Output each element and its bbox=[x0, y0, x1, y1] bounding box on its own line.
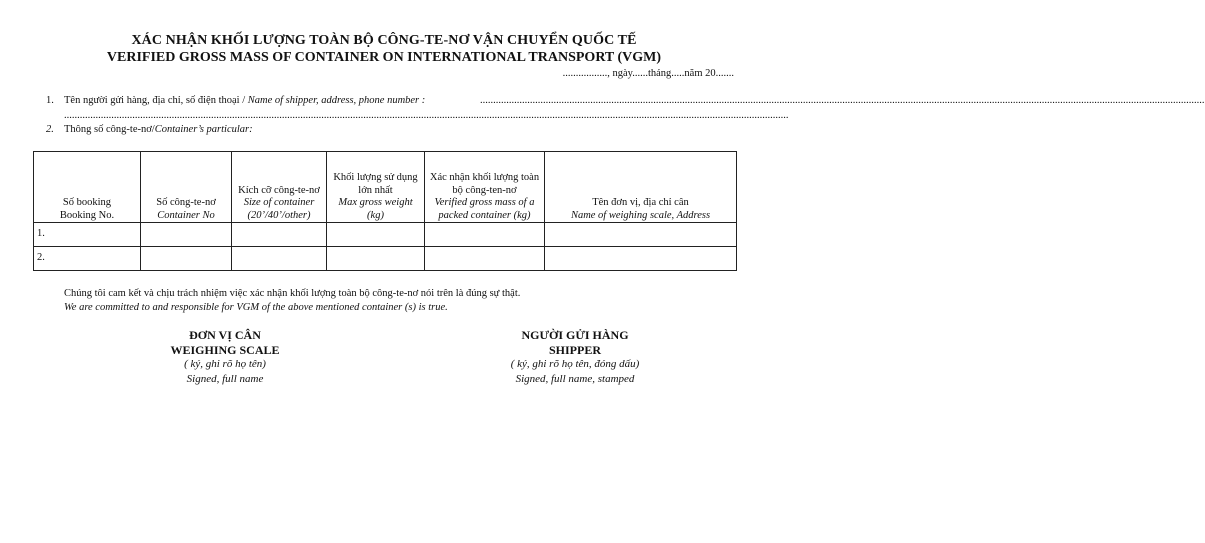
column-header-container-no: Số công-te-nơ Container No bbox=[141, 152, 232, 223]
date-line: ................., ngày......tháng.....năm 20....... bbox=[562, 68, 734, 79]
container-particular-label bbox=[46, 124, 253, 135]
vgm-cell[interactable] bbox=[425, 223, 545, 247]
signature-title-en: WEIGHING SCALE bbox=[170, 342, 280, 357]
container-no-cell[interactable] bbox=[141, 223, 232, 247]
shipper-signature-block bbox=[460, 328, 690, 386]
shipper-label-vn: Tên người gửi hàng, địa chỉ, số điện thoại / bbox=[64, 95, 248, 106]
item-number: 1. bbox=[46, 95, 54, 106]
shipper-info-field-line1[interactable]: .................................................................................................................................................................................................................................................................................... bbox=[480, 95, 1205, 106]
row-number: 1. bbox=[34, 223, 141, 247]
shipper-info-label bbox=[46, 95, 425, 106]
commitment-en: We are committed to and responsible for VGM of the above mentioned container (s) is true. bbox=[64, 302, 448, 313]
container-label-vn: Thông số công-te-nơ/ bbox=[64, 124, 155, 135]
column-header-booking: Số booking Booking No. bbox=[34, 152, 141, 223]
column-header-max-weight: Khối lượng sử dụng lớn nhất Max gross weight (kg) bbox=[327, 152, 425, 223]
signature-note-vn: ( ký, ghi rõ họ tên) bbox=[184, 358, 266, 370]
container-label-en: Container’s particular: bbox=[154, 124, 253, 135]
size-cell[interactable] bbox=[232, 223, 327, 247]
container-no-cell[interactable] bbox=[141, 247, 232, 271]
title-english: VERIFIED GROSS MASS OF CONTAINER ON INTERNATIONAL TRANSPORT (VGM) bbox=[106, 50, 662, 65]
signature-title-vn: NGƯỜI GỬI HÀNG bbox=[521, 328, 629, 342]
signature-title-en: SHIPPER bbox=[548, 342, 601, 357]
row-number: 2. bbox=[34, 247, 141, 271]
item-number: 2. bbox=[46, 124, 54, 135]
table-row bbox=[34, 247, 737, 271]
shipper-info-field-line2[interactable]: .................................................................................................................................................................................................................................................................................... bbox=[64, 110, 789, 121]
table-header-row bbox=[34, 152, 737, 223]
column-header-weighing-scale: Tên đơn vị, địa chỉ cân Name of weighing scale, Address bbox=[545, 152, 737, 223]
vgm-cell[interactable] bbox=[425, 247, 545, 271]
signature-title-vn: ĐƠN VỊ CÂN bbox=[189, 328, 261, 342]
commitment-vn: Chúng tôi cam kết và chịu trách nhiệm việc xác nhận khối lượng toàn bộ công-te-nơ nói trên là đúng sự thật. bbox=[64, 288, 521, 299]
weighing-scale-cell[interactable] bbox=[545, 223, 737, 247]
column-header-vgm: Xác nhận khối lượng toàn bộ công-ten-nơ Verified gross mass of a packed container (kg) bbox=[425, 152, 545, 223]
max-weight-cell[interactable] bbox=[327, 223, 425, 247]
signature-note-vn: ( ký, ghi rõ họ tên, đóng dấu) bbox=[510, 358, 640, 370]
column-header-size: Kích cỡ công-te-nơ Size of container (20’/40’/other) bbox=[232, 152, 327, 223]
signature-note-en: Signed, full name bbox=[186, 372, 264, 385]
container-table bbox=[33, 151, 737, 271]
shipper-label-en: Name of shipper, address, phone number : bbox=[247, 95, 426, 106]
title-vietnamese: XÁC NHẬN KHỐI LƯỢNG TOÀN BỘ CÔNG-TE-NƠ VẬN CHUYỂN QUỐC TẾ bbox=[131, 33, 637, 48]
size-cell[interactable] bbox=[232, 247, 327, 271]
weighing-scale-cell[interactable] bbox=[545, 247, 737, 271]
max-weight-cell[interactable] bbox=[327, 247, 425, 271]
weighing-scale-signature-block bbox=[110, 328, 340, 386]
table-row bbox=[34, 223, 737, 247]
signature-note-en: Signed, full name, stamped bbox=[515, 372, 635, 385]
